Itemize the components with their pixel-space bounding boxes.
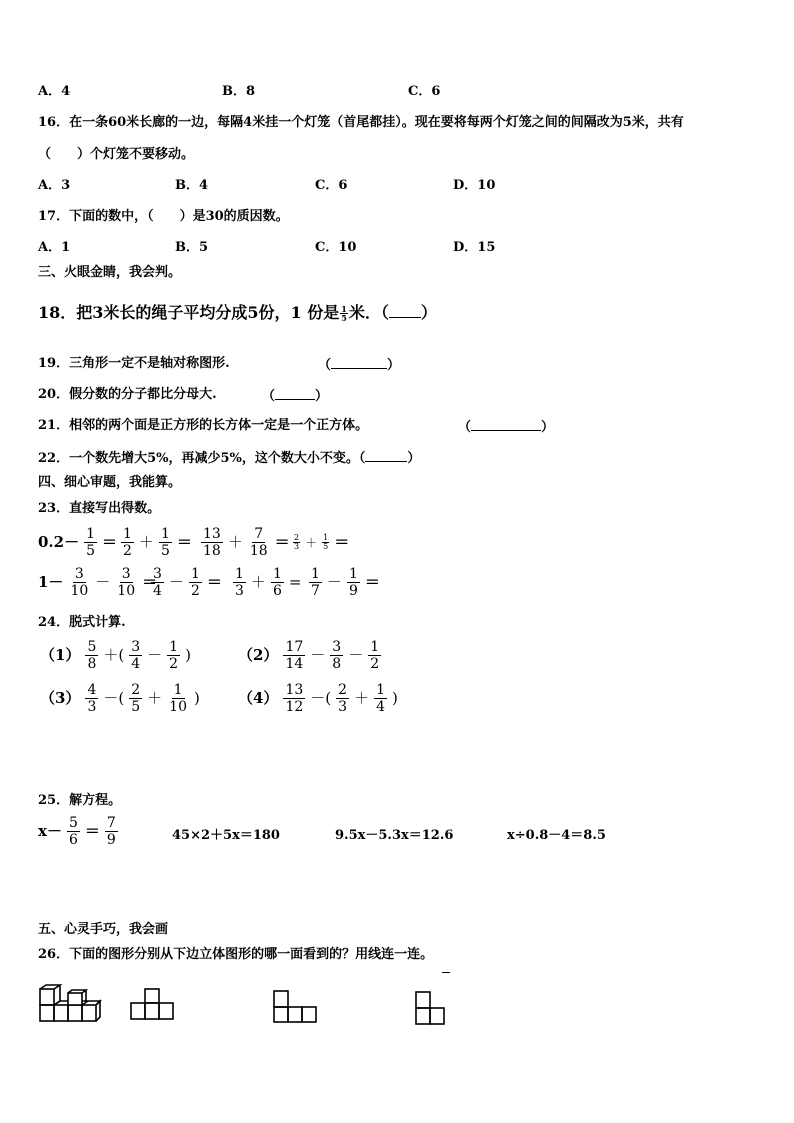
q17-option-b[interactable]: B．5: [175, 240, 209, 255]
q24-problem-3: （3） $\frac{4}{3}$ －( $\frac{2}{5}$ ＋ $\frac{1}{10}$ ): [40, 682, 200, 715]
q16-option-c[interactable]: C．6: [315, 178, 348, 193]
q26-text: 26．下面的图形分别从下边立体图形的哪一面看到的？用线连一连。: [38, 947, 434, 962]
section5-heading: 五、心灵手巧，我会画: [38, 922, 169, 937]
view-figure-2: [272, 989, 318, 1025]
q24-problem-2: （2） $\frac{17}{14}$ － $\frac{3}{8}$ － $\frac{1}{2}$: [238, 639, 380, 672]
q16-option-d[interactable]: D．10: [453, 178, 496, 193]
q22-question: 22．一个数先增大5%，再减少5%，这个数大小不变。（ ）: [38, 451, 421, 466]
q21-answer[interactable]: （ ）: [458, 420, 555, 435]
q23-expr-1: 0.2－ $\frac{1}{5}$ ＝: [38, 526, 118, 559]
q20-answer[interactable]: （ ）: [262, 389, 329, 404]
q23-expr-3: $\frac{13}{18}$ ＋ $\frac{7}{18}$ ＝: [203, 526, 290, 559]
q16-text-line1: 16．在一条60米长廊的一边，每隔4米挂一个灯笼（首尾都挂）。现在要将每两个灯笼之间的间隔改为5米，共有: [38, 115, 684, 130]
q23-expr-8: $\frac{1}{7}$ － $\frac{1}{9}$ ＝: [311, 566, 380, 599]
q24-title: 24．脱式计算.: [38, 615, 126, 630]
q25-title: 25．解方程。: [38, 793, 122, 808]
q16-text-line2: （ ）个灯笼不要移动。: [38, 147, 195, 162]
section4-heading: 四、细心审题，我能算。: [38, 475, 182, 490]
q17-option-a[interactable]: A．1: [38, 240, 71, 255]
q24-problem-1: （1） $\frac{5}{8}$ ＋( $\frac{3}{4}$ － $\frac{1}{2}$ ): [40, 639, 191, 672]
section3-heading: 三、火眼金睛，我会判。: [38, 265, 182, 280]
q23-expr-5: 1－ $\frac{3}{10}$ － $\frac{3}{10}$ ＝: [38, 566, 158, 599]
q15-option-b[interactable]: B．8: [222, 84, 256, 99]
q18-answer-blank[interactable]: [389, 306, 421, 318]
q18-question: [38, 305, 437, 322]
view-figure-1: [129, 987, 175, 1023]
q23-title: 23．直接写出得数。: [38, 501, 161, 516]
q23-expr-2: $\frac{1}{2}$ ＋ $\frac{1}{5}$ ＝: [123, 526, 192, 559]
q16-option-a[interactable]: A．3: [38, 178, 71, 193]
q22-answer-blank[interactable]: [365, 450, 407, 462]
q18-fraction: $\frac{1}{5}$: [341, 304, 347, 323]
q17-option-d[interactable]: D．15: [453, 240, 496, 255]
q18-text-after: 米．（: [348, 303, 389, 322]
q21-text: 21．相邻的两个面是正方形的长方体一定是一个正方体。: [38, 418, 369, 433]
q25-equation-4: x÷0.8－4＝8.5: [507, 828, 606, 843]
q23-expr-4: $\frac{2}{3}$ ＋ $\frac{1}{5}$ ＝: [294, 533, 350, 551]
q23-expr-7: $\frac{1}{3}$ ＋ $\frac{1}{6}$ =: [235, 566, 302, 599]
q24-problem-4: （4） $\frac{13}{12}$ －( $\frac{2}{3}$ ＋ $\frac{1}{4}$ ): [238, 682, 398, 715]
q19-answer[interactable]: （ ）: [318, 358, 401, 373]
q19-text: 19．三角形一定不是轴对称图形.: [38, 356, 230, 371]
q18-close: ）: [420, 303, 437, 322]
stray-mark: [442, 972, 450, 973]
view-figure-3: [414, 990, 448, 1028]
q17-option-c[interactable]: C．10: [315, 240, 357, 255]
q15-option-c[interactable]: C．6: [408, 84, 441, 99]
q23-expr-6: $\frac{3}{4}$ － $\frac{1}{2}$ ＝: [153, 566, 222, 599]
q25-equation-1: x－ $\frac{5}{6}$ ＝ $\frac{7}{9}$: [38, 815, 116, 848]
q25-equation-2: 45×2＋5x＝180: [172, 828, 280, 843]
q15-option-a[interactable]: A．4: [38, 84, 71, 99]
q17-text: 17．下面的数中，（ ）是30的质因数。: [38, 209, 289, 224]
q20-text: 20．假分数的分子都比分母大.: [38, 387, 217, 402]
q18-text-before: 18．把3米长的绳子平均分成5份，1 份是: [38, 303, 340, 322]
q25-equation-3: 9.5x－5.3x＝12.6: [335, 828, 454, 843]
3d-solid-figure: [38, 983, 102, 1025]
q22-text: 22．一个数先增大5%，再减少5%，这个数大小不变。（: [38, 451, 366, 466]
q16-option-b[interactable]: B．4: [175, 178, 209, 193]
